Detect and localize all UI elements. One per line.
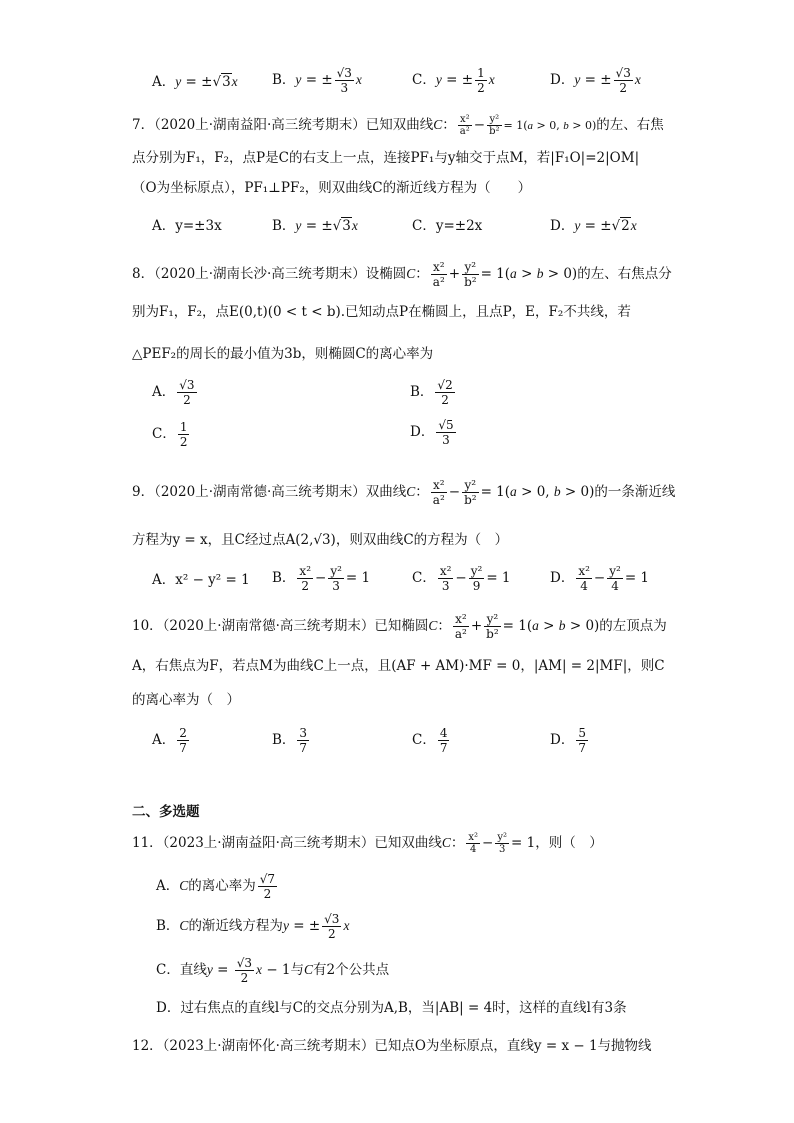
q7-line-1: 7．（2020上·湖南益阳·高三统考期末）已知双曲线C： $\frac{\text{x²}}{\text{a²}}$ − $\frac{\text{y²}}{\text{b²}}$ = 1(a > 0, b > 0)的左、右焦 — [132, 114, 664, 137]
q10-line-3: 的离心率为（ ） — [132, 692, 240, 708]
q7-line-2: 点分别为F₁，F₂，点P是C的右支上一点，连接PF₁与y轴交于点M，若|F₁O|=2|OM| — [132, 150, 640, 166]
q7-option-c: C．y=±2x — [412, 218, 483, 234]
q9-option-b: B． $\frac{\text{x²}}{2}$ − $\frac{\text{y²}}{3}$ = 1 — [272, 564, 371, 593]
q7-option-d: D．y = ±√2x — [550, 218, 637, 234]
q11-option-b: B．C的渐近线方程为y = ± $\frac{√3}{2}$ x — [156, 912, 350, 941]
q8-option-b: B． $\frac{√2}{2}$ — [410, 378, 453, 407]
q10-option-b: B． $\frac{3}{7}$ — [272, 726, 308, 755]
q7-line-3: （O为坐标原点），PF₁⊥PF₂，则双曲线C的渐近线方程为（ ） — [132, 180, 532, 196]
q10-option-c: C． $\frac{4}{7}$ — [412, 726, 448, 755]
q8-option-c: C． $\frac{1}{2}$ — [152, 420, 188, 449]
q9-line-2: 方程为y = x，且C经过点A(2,√3)，则双曲线C的方程为（ ） — [132, 532, 509, 548]
q11-option-d: D．过右焦点的直线l与C的交点分别为A,B，当|AB| = 4时，这样的直线l有3条 — [156, 1000, 627, 1016]
q10-line-2: A，右焦点为F，若点M为曲线C上一点，且(AF + AM)·MF = 0，|AM| = 2|MF|，则C — [132, 658, 665, 674]
section-heading: 二、多选题 — [132, 804, 200, 820]
q11-line-1: 11．（2023上·湖南益阳·高三统考期末）已知双曲线C： $\frac{\text{x²}}{4}$ − $\frac{\text{y²}}{3}$ = 1，则（ ） — [132, 832, 603, 855]
q10-option-a: A． $\frac{2}{7}$ — [152, 726, 187, 755]
q8-line-2: 别为F₁，F₂，点E(0,t)(0 < t < b).已知动点P在椭圆上，且点P，E，F₂不共线，若 — [132, 304, 631, 320]
q10-option-d: D． $\frac{5}{7}$ — [550, 726, 586, 755]
q9-option-d: D． $\frac{\text{x²}}{4}$ − $\frac{\text{y²}}{4}$ = 1 — [550, 564, 650, 593]
q6-option-b: B．y = ± $\frac{√3}{3}$ x — [272, 66, 362, 95]
q8-option-d: D． $\frac{√5}{3}$ — [410, 418, 454, 447]
q11-option-c: C．直线y = $\frac{√3}{2}$ x − 1与C有2个公共点 — [156, 956, 390, 985]
q6-option-c: C．y = ± $\frac{1}{2}$ x — [412, 66, 495, 95]
q7-option-a: A．y=±3x — [152, 218, 222, 234]
q8-option-a: A． $\frac{√3}{2}$ — [152, 378, 195, 407]
q8-line-1: 8．（2020上·湖南长沙·高三统考期末）设椭圆C： $\frac{\text{x²}}{\text{a²}}$ + $\frac{\text{y²}}{\text{b²}}$ = 1(a > b > 0)的左、右焦点分 — [132, 260, 672, 289]
q9-line-1: 9．（2020上·湖南常德·高三统考期末）双曲线C： $\frac{\text{x²}}{\text{a²}}$ − $\frac{\text{y²}}{\text{b²}}$ = 1(a > 0, b > 0)的一条渐近线 — [132, 478, 676, 507]
q10-line-1: 10．（2020上·湖南常德·高三统考期末）已知椭圆C： $\frac{\text{x²}}{\text{a²}}$ + $\frac{\text{y²}}{\text{b²}}$ = 1(a > b > 0)的左顶点为 — [132, 612, 667, 641]
q7-option-b: B．y = ±√3x — [272, 218, 358, 234]
q6-option-a: A．y = ±√3x — [152, 74, 238, 90]
q11-option-a: A．C的离心率为 $\frac{√7}{2}$ — [156, 872, 276, 901]
q9-option-c: C． $\frac{\text{x²}}{3}$ − $\frac{\text{y²}}{9}$ = 1 — [412, 564, 511, 593]
q6-option-d: D．y = ± $\frac{√3}{2}$ x — [550, 66, 641, 95]
q9-option-a: A．x² − y² = 1 — [152, 572, 250, 588]
q8-line-3: △PEF₂的周长的最小值为3b，则椭圆C的离心率为 — [132, 346, 434, 362]
q12-line-1: 12．（2023上·湖南怀化·高三统考期末）已知点O为坐标原点，直线y = x − 1与抛物线 — [132, 1038, 652, 1054]
